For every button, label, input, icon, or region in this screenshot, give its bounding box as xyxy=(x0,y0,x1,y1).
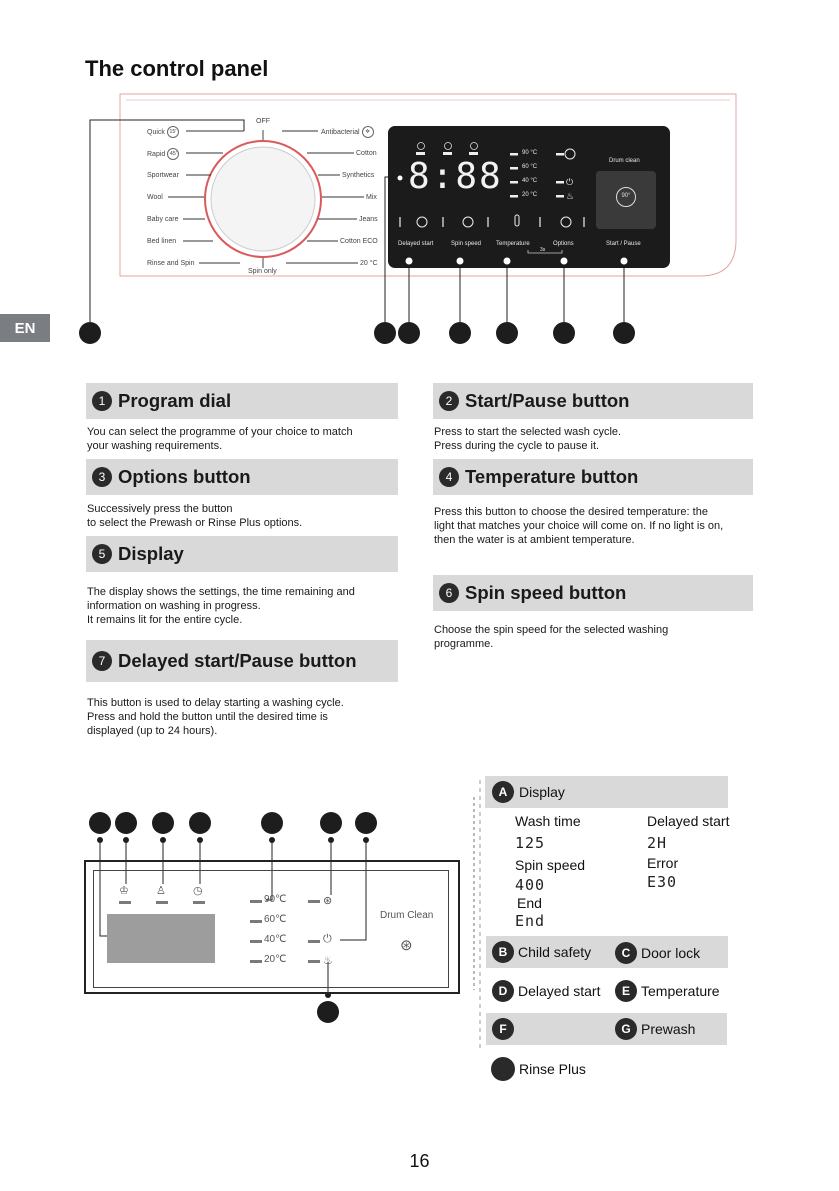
section-options-header: 3 Options button xyxy=(86,459,398,495)
legend-delayed-start: Delayed start xyxy=(647,813,730,829)
section-temperature-body: Press this button to choose the desired temperature: the light that matches your choice will come on. If no light is on, then the water is at ambient temperature. xyxy=(434,506,724,546)
prewash-icon: ♨ xyxy=(323,955,333,967)
dial-option-bed-linen[interactable]: Bed linen xyxy=(147,238,177,245)
lcd-temperature-button[interactable]: Temperature xyxy=(496,241,530,247)
legend-spin-speed-value: 400 xyxy=(515,876,546,894)
section-display-header: 5 Display xyxy=(86,536,398,572)
dial-option-jeans[interactable]: Jeans xyxy=(359,216,378,223)
door-lock-icon: ♙ xyxy=(156,885,166,897)
lcd-temp-90: 90 °C xyxy=(522,150,538,156)
temp-bar-40 xyxy=(250,940,262,943)
drum-clean-icon: ⊛ xyxy=(400,937,413,954)
section-start-pause-header: 2 Start/Pause button xyxy=(433,383,753,419)
section-options-body: Successively press the button to select the Prewash or Rinse Plus options. xyxy=(87,503,303,529)
dial-option-baby-care[interactable]: Baby care xyxy=(147,216,179,223)
dial-spin-only-label: Spin only xyxy=(248,268,277,275)
quick-badge: 15' xyxy=(167,126,179,138)
detail-temp-40: 40℃ xyxy=(264,934,287,945)
legend-error-value: E30 xyxy=(647,873,678,891)
prewash-bar xyxy=(308,960,320,963)
page-number: 16 xyxy=(409,1151,430,1171)
section-temperature-header: 4 Temperature button xyxy=(433,459,753,495)
section-delayed-start-header: 7 Delayed start/Pause button xyxy=(86,640,398,682)
dial-option-sportwear[interactable]: Sportwear xyxy=(147,172,179,179)
dial-option-antibacterial[interactable]: Antibacterial ✲ xyxy=(321,126,374,138)
antibacterial-icon: ⊛ xyxy=(323,895,333,907)
legend-rinse-plus-item: Rinse Plus xyxy=(491,1057,586,1081)
section-start-pause-body: Press to start the selected wash cycle. Press during the cycle to pause it. xyxy=(434,426,622,452)
antibacterial-bar xyxy=(308,900,320,903)
detail-temp-20: 20℃ xyxy=(264,954,287,965)
indicator-bar xyxy=(193,901,205,904)
dial-option-rinse-spin[interactable]: Rinse and Spin xyxy=(147,260,195,267)
drum-clean-icon: 90° xyxy=(616,187,636,207)
antibacterial-icon: ✲ xyxy=(362,126,374,138)
legend-spin-speed: Spin speed xyxy=(515,857,586,873)
section-program-dial-body: You can select the programme of your choice to match your washing requirements. xyxy=(87,426,353,452)
detail-temp-90: 90℃ xyxy=(264,894,287,905)
lcd-options-hold-label: 3s xyxy=(540,247,546,253)
dial-option-20c[interactable]: 20 °C xyxy=(360,260,378,267)
legend-wash-time-value: 125 xyxy=(515,834,546,852)
lcd-start-pause-button[interactable]: Start / Pause xyxy=(606,241,641,247)
dial-option-quick[interactable]: Quick 15' xyxy=(147,126,179,138)
detail-temp-60: 60℃ xyxy=(264,914,287,925)
rinse-plus-icon: ⏻ xyxy=(323,933,332,945)
lcd-temp-60: 60 °C xyxy=(522,164,538,170)
legend-delayed-start-value: 2H xyxy=(647,834,668,852)
child-safety-icon: ♔ xyxy=(119,885,129,897)
page-title: The control panel xyxy=(85,56,269,81)
lcd-temp-40: 40 °C xyxy=(522,178,538,184)
dial-option-cotton[interactable]: Cotton xyxy=(356,150,377,157)
dial-off-label: OFF xyxy=(256,118,270,125)
temp-bar-90 xyxy=(250,900,262,903)
delayed-start-icon: ◷ xyxy=(193,885,203,897)
temp-bar-60 xyxy=(250,920,262,923)
legend-door-lock: C Door lock xyxy=(615,942,700,964)
dial-option-wool[interactable]: Wool xyxy=(147,194,163,201)
door-lock-bar xyxy=(308,940,320,943)
section-spin-speed-body: Choose the spin speed for the selected washing programme. xyxy=(434,624,669,650)
indicator-bar xyxy=(119,901,131,904)
dial-option-cotton-eco[interactable]: Cotton ECO xyxy=(340,238,378,245)
lcd-drum-clean-label: Drum clean xyxy=(609,158,640,164)
temp-bar-20 xyxy=(250,960,262,963)
section-display-body: The display shows the settings, the time remaining and information on washing in progress. It remains lit for the entire cycle. xyxy=(87,586,355,626)
legend-display-header: A Display xyxy=(485,776,728,808)
lcd-digits: 8:88 xyxy=(408,156,503,197)
section-delayed-start-body: This button is used to delay starting a washing cycle. Press and hold the button until the desired time is displayed (up to 24 hours). xyxy=(87,697,344,737)
dial-option-synthetics[interactable]: Synthetics xyxy=(342,172,375,179)
section-program-dial-header: 1 Program dial xyxy=(86,383,398,419)
indicator-bar xyxy=(156,901,168,904)
lcd-delayed-start-button[interactable]: Delayed start xyxy=(398,241,434,247)
door-lock-icon: ⏻ xyxy=(566,177,574,187)
legend-temperature-item: E Temperature xyxy=(615,980,720,1002)
legend-wash-time: Wash time xyxy=(515,813,581,829)
prewash-icon: ♨ xyxy=(566,191,575,201)
legend-prewash-item: G Prewash xyxy=(615,1018,695,1040)
language-tab: EN xyxy=(0,314,50,342)
legend-delayed-start-item: D Delayed start xyxy=(492,980,600,1002)
lcd-temp-20: 20 °C xyxy=(522,192,538,198)
dial-option-mix[interactable]: Mix xyxy=(366,194,377,201)
legend-end: End xyxy=(517,895,542,911)
detail-drum-clean-label: Drum Clean xyxy=(380,910,434,921)
display-digits-area xyxy=(107,914,215,963)
legend-child-safety: B Child safety xyxy=(492,941,591,963)
lcd-spin-speed-button[interactable]: Spin speed xyxy=(451,241,482,247)
section-spin-speed-header: 6 Spin speed button xyxy=(433,575,753,611)
legend-f-item: F xyxy=(492,1018,518,1040)
rapid-badge: 45' xyxy=(167,148,179,160)
dial-option-rapid[interactable]: Rapid 45' xyxy=(147,148,179,160)
legend-end-value: End xyxy=(515,912,546,930)
lcd-options-button[interactable]: Options xyxy=(553,241,574,247)
legend-error: Error xyxy=(647,855,679,871)
